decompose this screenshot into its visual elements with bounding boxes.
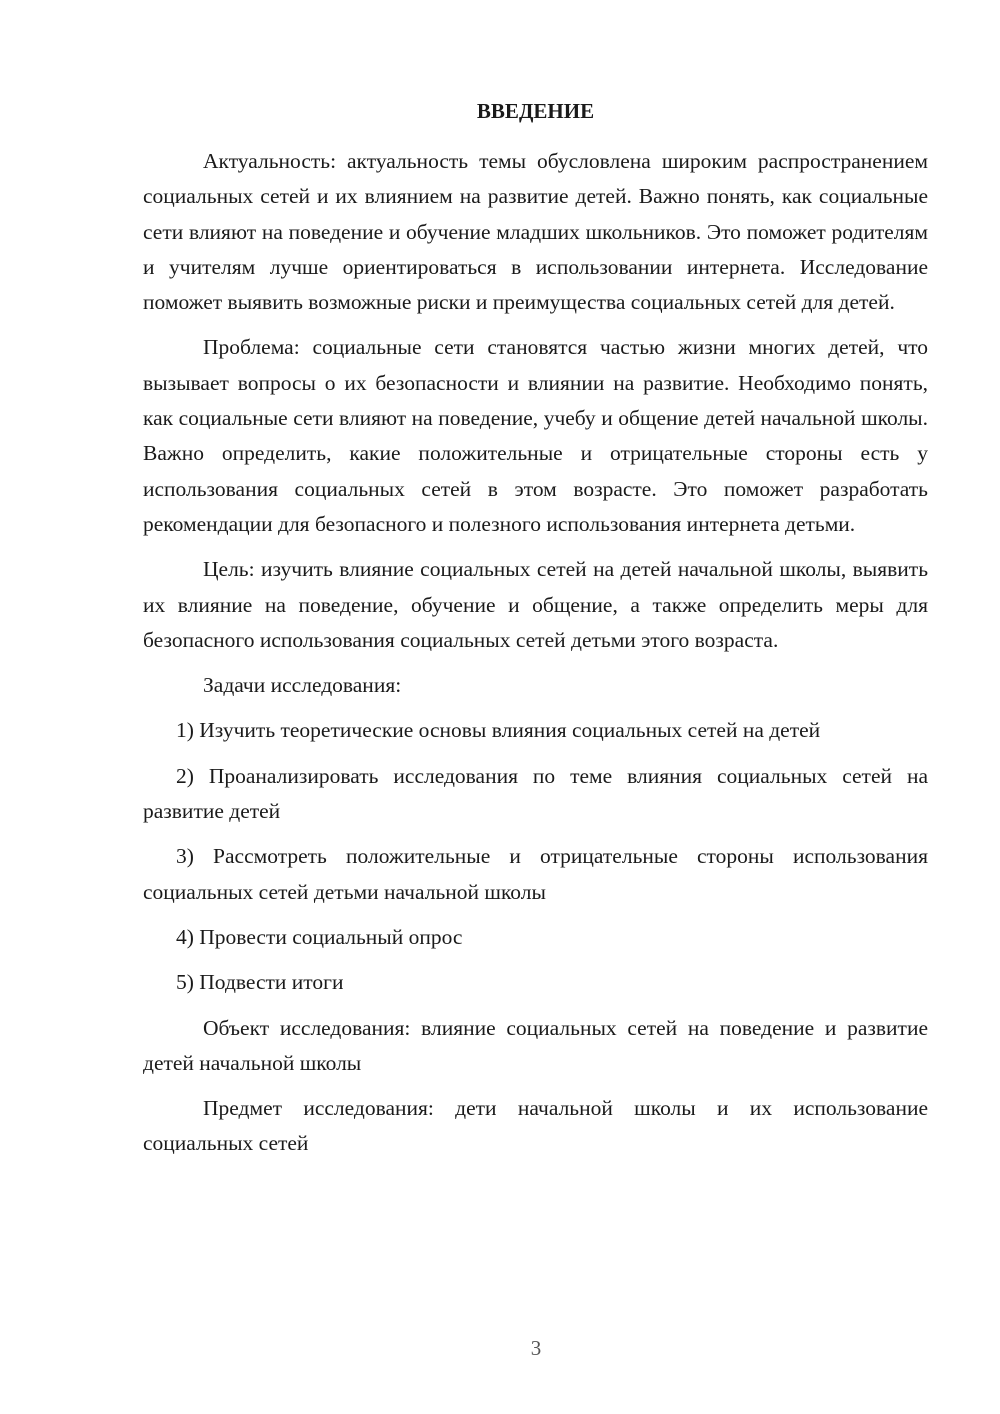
page-content bbox=[143, 96, 928, 1172]
tasks-heading: Задачи исследования: bbox=[203, 673, 402, 698]
task-item-1: 1) Изучить теоретические основы влияния социальных сетей на детей bbox=[176, 718, 821, 743]
task-item-5: 5) Подвести итоги bbox=[176, 970, 344, 995]
paragraph-object: Объект исследования: влияние социальных сетей на поведение и развитие детей начальной школы bbox=[143, 1015, 928, 1075]
paragraph-relevance: Актуальность: актуальность темы обусловлена широким распространением социальных сетей и их влиянием на развитие детей. Важно понять, как социальные сети влияют на поведение и обучение младших школьников. Это поможет родителям и учителям лучше ориентироваться в использовании интернета. Исследование поможет выявить возможные риски и преимущества социальных сетей для детей. bbox=[143, 149, 928, 315]
paragraph-problem: Проблема: социальные сети становятся частью жизни многих детей, что вызывает вопросы о их безопасности и влиянии на развитие. Необходимо понять, как социальные сети влияют на поведение, учебу и общение детей начальной школы. Важно определить, какие положительные и отрицательные стороны есть у использования социальных сетей в этом возрасте. Это поможет разработать рекомендации для безопасного и полезного использования интернета детьми. bbox=[143, 335, 928, 536]
task-item-2: 2) Проанализировать исследования по теме влияния социальных сетей на развитие детей bbox=[143, 763, 928, 824]
paragraph-subject: Предмет исследования: дети начальной школы и их использование социальных сетей bbox=[143, 1096, 928, 1156]
task-item-3: 3) Рассмотреть положительные и отрицательные стороны использования социальных сетей детьми начальной школы bbox=[143, 844, 928, 904]
section-title: ВВЕДЕНИЕ bbox=[476, 99, 595, 123]
paragraph-goal: Цель: изучить влияние социальных сетей на детей начальной школы, выявить их влияние на поведение, обучение и общение, а также определить меры для безопасного использования социальных сетей детьми этого возраста. bbox=[143, 557, 928, 652]
page-number: 3 bbox=[530, 1336, 542, 1360]
task-item-4: 4) Провести социальный опрос bbox=[176, 924, 463, 949]
